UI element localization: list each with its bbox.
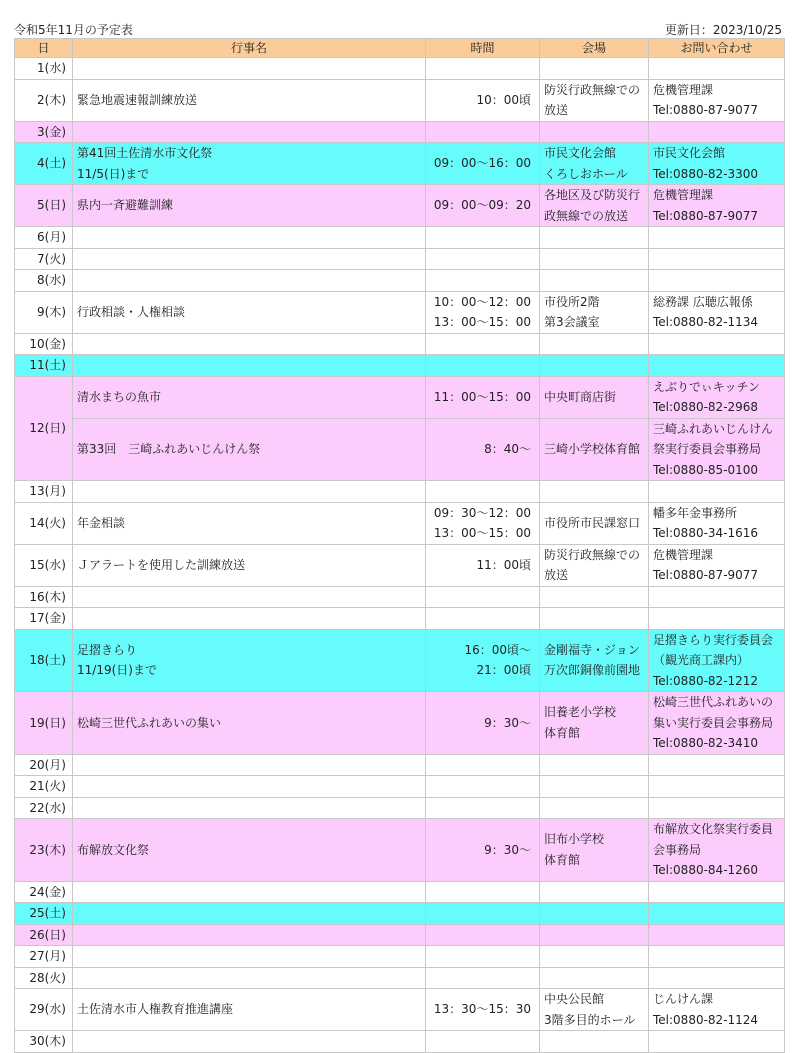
day-cell: 3(金) — [15, 121, 73, 143]
table-row — [15, 903, 785, 925]
contact-cell — [649, 291, 785, 333]
contact-line: 総務課 広聴広報係 — [653, 294, 753, 309]
event-cell — [73, 776, 426, 798]
table-row — [15, 333, 785, 355]
column-header-day: 日 — [15, 39, 73, 58]
contact-cell — [649, 227, 785, 249]
column-header-contact: お問い合わせ — [649, 39, 785, 58]
venue-line: 旧布小学校 — [544, 832, 605, 847]
contact-cell — [649, 989, 785, 1031]
time-cell — [426, 79, 540, 121]
time-cell — [426, 502, 540, 544]
event-cell — [73, 58, 426, 80]
event-cell — [73, 819, 426, 882]
contact-cell — [649, 692, 785, 755]
event-cell — [73, 502, 426, 544]
time-cell — [426, 121, 540, 143]
table-row — [15, 185, 785, 227]
table-row — [15, 355, 785, 377]
day-cell: 10(金) — [15, 333, 73, 355]
time-line: 8：40～ — [484, 442, 531, 456]
table-row — [15, 79, 785, 121]
time-line: 13：30～15：30 — [433, 1002, 531, 1017]
day-cell: 28(火) — [15, 967, 73, 989]
venue-cell — [540, 248, 649, 270]
event-cell — [73, 586, 426, 608]
day-cell: 13(月) — [15, 481, 73, 503]
venue-line: 体育館 — [544, 852, 581, 867]
contact-cell — [649, 248, 785, 270]
event-line: 松崎三世代ふれあいの集い — [77, 715, 222, 730]
time-line: 9：30～ — [484, 715, 531, 730]
day-cell: 16(木) — [15, 586, 73, 608]
venue-cell — [540, 121, 649, 143]
venue-line: 政無線での放送 — [544, 208, 629, 223]
contact-cell — [649, 797, 785, 819]
table-row — [15, 989, 785, 1031]
time-cell — [426, 776, 540, 798]
event-line: 足摺きらり — [77, 642, 138, 657]
venue-cell — [540, 143, 649, 185]
time-line: 09：00～16：00 — [433, 156, 531, 171]
event-cell — [73, 903, 426, 925]
venue-cell — [540, 376, 649, 418]
event-cell — [73, 608, 426, 630]
time-line: 10：00～12：00 — [433, 294, 531, 309]
event-line: 11/5(日)まで — [77, 166, 150, 181]
contact-cell — [649, 481, 785, 503]
event-line: 土佐清水市人権教育推進講座 — [77, 1002, 234, 1017]
day-cell: 7(火) — [15, 248, 73, 270]
venue-cell — [540, 989, 649, 1031]
time-cell — [426, 881, 540, 903]
time-line: 11：00頃 — [476, 557, 531, 572]
venue-cell — [540, 79, 649, 121]
table-row — [15, 946, 785, 968]
event-cell — [73, 946, 426, 968]
contact-cell — [649, 333, 785, 355]
contact-line: 足摺きらり実行委員会 — [653, 632, 774, 647]
table-row — [15, 270, 785, 292]
contact-line: 市民文化会館 — [653, 146, 726, 160]
time-cell — [426, 819, 540, 882]
page-title: 令和5年11月の予定表 — [14, 23, 133, 37]
contact-line: Tel:0880-82-2968 — [653, 400, 759, 414]
contact-line: 危機管理課 — [653, 547, 714, 562]
event-cell — [73, 967, 426, 989]
venue-line: 万次郎銅像前園地 — [544, 663, 641, 678]
contact-line: 危機管理課 — [653, 188, 714, 202]
time-cell — [426, 376, 540, 418]
venue-cell — [540, 418, 649, 481]
event-cell — [73, 248, 426, 270]
table-row — [15, 967, 785, 989]
event-cell — [73, 355, 426, 377]
venue-cell — [540, 819, 649, 882]
day-cell: 17(金) — [15, 608, 73, 630]
day-cell: 20(月) — [15, 754, 73, 776]
contact-cell — [649, 376, 785, 418]
time-cell — [426, 1031, 540, 1053]
day-cell: 23(木) — [15, 819, 73, 882]
event-line: 11/19(日)まで — [77, 663, 157, 678]
event-cell — [73, 544, 426, 586]
venue-cell — [540, 629, 649, 692]
venue-line: 金剛福寺・ジョン — [544, 642, 640, 657]
venue-cell — [540, 270, 649, 292]
day-cell: 21(火) — [15, 776, 73, 798]
contact-cell — [649, 1031, 785, 1053]
table-row — [15, 776, 785, 798]
event-cell — [73, 692, 426, 755]
venue-cell — [540, 881, 649, 903]
contact-line: Tel:0880-85-0100 — [653, 462, 759, 477]
event-cell — [73, 227, 426, 249]
table-row — [15, 376, 785, 418]
day-cell: 27(月) — [15, 946, 73, 968]
venue-line: 第3会議室 — [544, 315, 600, 329]
day-cell: 30(木) — [15, 1031, 73, 1053]
venue-line: 市役所市民課窓口 — [544, 515, 641, 530]
event-cell — [73, 924, 426, 946]
event-cell — [73, 376, 426, 418]
venue-line: 市民文化会館 — [544, 146, 617, 160]
time-cell — [426, 58, 540, 80]
table-body — [15, 58, 785, 1053]
time-cell — [426, 481, 540, 503]
time-cell — [426, 185, 540, 227]
venue-line: 3階多目的ホール — [544, 1012, 636, 1027]
event-line: 第33回 三崎ふれあいじんけん祭 — [77, 442, 261, 456]
time-cell — [426, 418, 540, 481]
event-cell — [73, 1031, 426, 1053]
venue-cell — [540, 1031, 649, 1053]
time-cell — [426, 143, 540, 185]
event-cell — [73, 143, 426, 185]
page-header — [14, 21, 782, 37]
table-row — [15, 58, 785, 80]
contact-line: Tel:0880-82-1134 — [653, 315, 759, 329]
event-cell — [73, 881, 426, 903]
venue-line: 防災行政無線での — [544, 547, 641, 562]
time-cell — [426, 989, 540, 1031]
event-cell — [73, 79, 426, 121]
venue-line: 体育館 — [544, 725, 581, 740]
venue-line: 市役所2階 — [544, 294, 600, 309]
venue-cell — [540, 754, 649, 776]
table-row — [15, 608, 785, 630]
contact-cell — [649, 776, 785, 798]
day-cell: 9(木) — [15, 291, 73, 333]
time-cell — [426, 333, 540, 355]
day-cell: 26(日) — [15, 924, 73, 946]
venue-line: くろしおホール — [544, 166, 628, 181]
contact-cell — [649, 121, 785, 143]
time-line: 10：00頃 — [476, 92, 531, 107]
time-cell — [426, 629, 540, 692]
table-row — [15, 502, 785, 544]
day-cell: 6(月) — [15, 227, 73, 249]
time-cell — [426, 355, 540, 377]
table-row — [15, 418, 785, 481]
venue-line: 中央公民館 — [544, 992, 605, 1006]
venue-line: 旧養老小学校 — [544, 705, 617, 720]
contact-cell — [649, 881, 785, 903]
time-line: 11：00～15：00 — [433, 389, 531, 404]
contact-line: Tel:0880-82-1212 — [653, 673, 759, 688]
day-cell: 1(水) — [15, 58, 73, 80]
contact-line: Tel:0880-82-3410 — [653, 736, 759, 750]
venue-cell — [540, 291, 649, 333]
time-cell — [426, 946, 540, 968]
event-line: 清水まちの魚市 — [77, 389, 162, 404]
time-line: 16：00頃～ — [464, 642, 531, 657]
event-cell — [73, 185, 426, 227]
event-cell — [73, 797, 426, 819]
time-line: 09：30～12：00 — [433, 505, 531, 520]
contact-line: 幡多年金事務所 — [653, 505, 738, 520]
day-cell: 25(土) — [15, 903, 73, 925]
contact-line: Tel:0880-87-9077 — [653, 568, 759, 582]
venue-cell — [540, 924, 649, 946]
contact-cell — [649, 946, 785, 968]
day-cell: 5(日) — [15, 185, 73, 227]
time-cell — [426, 903, 540, 925]
contact-cell — [649, 608, 785, 630]
event-line: 県内一斉避難訓練 — [77, 198, 174, 213]
contact-line: Tel:0880-87-9077 — [653, 103, 759, 117]
time-cell — [426, 754, 540, 776]
venue-cell — [540, 227, 649, 249]
table-row — [15, 586, 785, 608]
event-line: 緊急地震速報訓練放送 — [77, 92, 198, 107]
time-line: 21：00頃 — [476, 663, 531, 678]
contact-cell — [649, 754, 785, 776]
contact-cell — [649, 185, 785, 227]
contact-cell — [649, 819, 785, 882]
venue-line: 放送 — [544, 103, 569, 117]
table-row — [15, 819, 785, 882]
contact-cell — [649, 418, 785, 481]
contact-line: Tel:0880-82-3300 — [653, 166, 759, 181]
venue-cell — [540, 333, 649, 355]
event-cell — [73, 629, 426, 692]
table-row — [15, 1031, 785, 1053]
time-line: 9：30～ — [484, 842, 531, 857]
contact-line: （観光商工課内） — [653, 653, 750, 667]
venue-line: 三崎小学校体育館 — [544, 442, 641, 456]
time-line: 09：00～09：20 — [433, 198, 531, 213]
contact-cell — [649, 502, 785, 544]
contact-cell — [649, 355, 785, 377]
event-cell — [73, 270, 426, 292]
contact-line: Tel:0880-82-1124 — [653, 1012, 759, 1027]
day-cell: 15(水) — [15, 544, 73, 586]
table-row — [15, 121, 785, 143]
contact-cell — [649, 143, 785, 185]
time-cell — [426, 291, 540, 333]
venue-cell — [540, 58, 649, 80]
contact-line: Tel:0880-84-1260 — [653, 863, 759, 877]
contact-line: Tel:0880-87-9077 — [653, 208, 759, 223]
table-row — [15, 143, 785, 185]
venue-cell — [540, 776, 649, 798]
venue-cell — [540, 967, 649, 989]
venue-cell — [540, 797, 649, 819]
time-cell — [426, 967, 540, 989]
contact-line: Tel:0880-34-1616 — [653, 526, 759, 540]
day-cell: 14(火) — [15, 502, 73, 544]
event-cell — [73, 291, 426, 333]
time-cell — [426, 608, 540, 630]
venue-cell — [540, 355, 649, 377]
contact-cell — [649, 58, 785, 80]
event-cell — [73, 333, 426, 355]
table-row — [15, 481, 785, 503]
event-cell — [73, 418, 426, 481]
time-cell — [426, 692, 540, 755]
time-cell — [426, 797, 540, 819]
schedule-table — [14, 38, 785, 1053]
venue-cell — [540, 903, 649, 925]
day-cell: 22(水) — [15, 797, 73, 819]
venue-cell — [540, 608, 649, 630]
day-cell: 4(土) — [15, 143, 73, 185]
column-header-venue: 会場 — [540, 39, 649, 58]
venue-cell — [540, 946, 649, 968]
venue-line: 中央町商店街 — [544, 389, 617, 404]
event-line: Ｊアラートを使用した訓練放送 — [77, 557, 246, 572]
contact-cell — [649, 544, 785, 586]
day-cell: 12(日) — [15, 376, 73, 481]
venue-line: 各地区及び防災行 — [544, 188, 641, 202]
event-cell — [73, 121, 426, 143]
time-line: 13：00～15：00 — [433, 526, 531, 540]
contact-line: 危機管理課 — [653, 82, 714, 97]
contact-line: 三崎ふれあいじんけん — [653, 421, 774, 436]
day-cell: 19(日) — [15, 692, 73, 755]
venue-cell — [540, 692, 649, 755]
table-row — [15, 291, 785, 333]
table-row — [15, 629, 785, 692]
contact-line: じんけん課 — [653, 992, 714, 1006]
event-cell — [73, 754, 426, 776]
table-row — [15, 248, 785, 270]
column-header-time: 時間 — [426, 39, 540, 58]
contact-line: 会事務局 — [653, 842, 702, 857]
contact-cell — [649, 903, 785, 925]
day-cell: 11(土) — [15, 355, 73, 377]
table-row — [15, 754, 785, 776]
time-line: 13：00～15：00 — [433, 315, 531, 329]
venue-cell — [540, 185, 649, 227]
event-cell — [73, 481, 426, 503]
venue-cell — [540, 586, 649, 608]
contact-line: 祭実行委員会事務局 — [653, 442, 762, 456]
table-row — [15, 227, 785, 249]
table-row — [15, 881, 785, 903]
table-row — [15, 924, 785, 946]
table-header-row — [15, 39, 785, 58]
time-cell — [426, 270, 540, 292]
time-cell — [426, 227, 540, 249]
day-cell: 2(木) — [15, 79, 73, 121]
event-cell — [73, 989, 426, 1031]
day-cell: 24(金) — [15, 881, 73, 903]
contact-cell — [649, 586, 785, 608]
time-cell — [426, 924, 540, 946]
day-cell: 29(水) — [15, 989, 73, 1031]
event-line: 第41回土佐清水市文化祭 — [77, 146, 213, 160]
contact-line: 集い実行委員会事務局 — [653, 715, 774, 730]
time-cell — [426, 248, 540, 270]
contact-cell — [649, 967, 785, 989]
venue-line: 防災行政無線での — [544, 82, 641, 97]
day-cell: 18(土) — [15, 629, 73, 692]
contact-line: 松崎三世代ふれあいの — [653, 695, 774, 709]
time-cell — [426, 586, 540, 608]
table-row — [15, 544, 785, 586]
table-row — [15, 692, 785, 755]
contact-cell — [649, 270, 785, 292]
event-line: 行政相談・人権相談 — [77, 304, 186, 319]
venue-cell — [540, 481, 649, 503]
day-cell: 8(水) — [15, 270, 73, 292]
column-header-event: 行事名 — [73, 39, 426, 58]
time-cell — [426, 544, 540, 586]
venue-line: 放送 — [544, 568, 569, 582]
venue-cell — [540, 544, 649, 586]
event-line: 布解放文化祭 — [77, 842, 150, 857]
updated-date: 更新日：2023/10/25 — [664, 23, 782, 37]
table-row — [15, 797, 785, 819]
contact-cell — [649, 79, 785, 121]
venue-cell — [540, 502, 649, 544]
contact-cell — [649, 924, 785, 946]
contact-cell — [649, 629, 785, 692]
event-line: 年金相談 — [77, 515, 126, 530]
contact-line: 布解放文化祭実行委員 — [653, 822, 774, 836]
contact-line: えぶりでぃキッチン — [653, 379, 760, 394]
